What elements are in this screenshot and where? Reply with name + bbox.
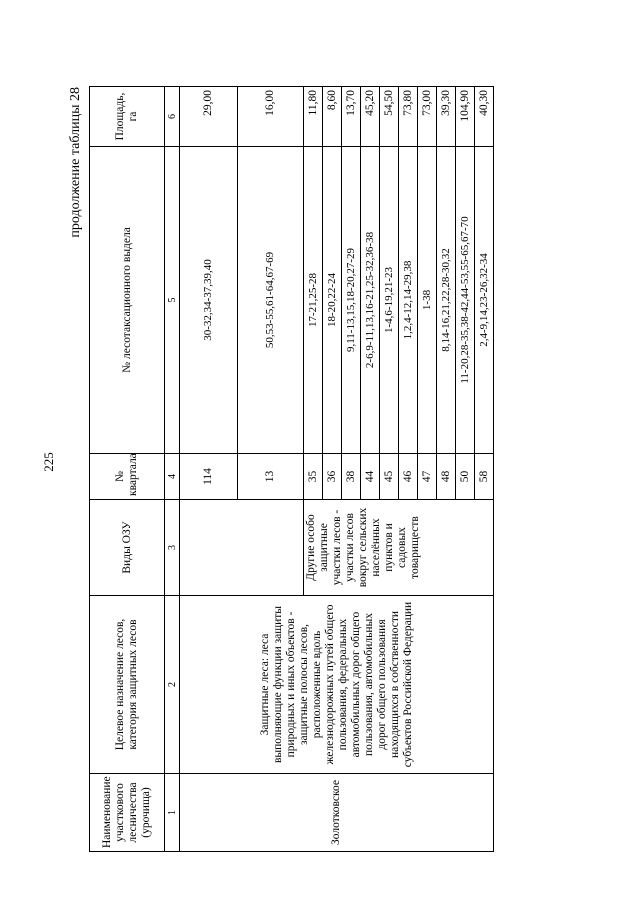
page-number: 225 bbox=[41, 452, 56, 472]
plots-cell: 2,4-9,14,23-26,32-34 bbox=[475, 147, 494, 454]
quarter-cell: 48 bbox=[437, 454, 456, 500]
column-number-row bbox=[165, 87, 180, 852]
plots-cell: 17-21,25-28 bbox=[304, 147, 323, 454]
quarter-cell: 35 bbox=[304, 454, 323, 500]
plots-cell: 18-20,22-24 bbox=[323, 147, 342, 454]
column-number: 3 bbox=[165, 500, 180, 596]
quarter-cell: 58 bbox=[475, 454, 494, 500]
quarter-cell: 114 bbox=[180, 454, 238, 500]
quarter-cell: 45 bbox=[380, 454, 399, 500]
area-cell: 8,60 bbox=[323, 87, 342, 147]
plots-cell: 11-20,28-35,38-42,44-53,55-65,67-70 bbox=[456, 147, 475, 454]
forestry-name-cell: Золотковское bbox=[180, 774, 494, 852]
area-cell: 39,30 bbox=[437, 87, 456, 147]
quarter-cell: 13 bbox=[238, 454, 304, 500]
plots-cell: 1-4,6-19,21-23 bbox=[380, 147, 399, 454]
plots-cell: 8,14-16,21,22,28-30,32 bbox=[437, 147, 456, 454]
quarter-cell: 50 bbox=[456, 454, 475, 500]
plots-cell: 1-38 bbox=[418, 147, 437, 454]
header-cell: Площадь, га bbox=[90, 87, 165, 147]
area-cell: 13,70 bbox=[342, 87, 361, 147]
column-number: 1 bbox=[165, 774, 180, 852]
table-row bbox=[180, 87, 238, 852]
area-cell: 40,30 bbox=[475, 87, 494, 147]
area-cell: 73,00 bbox=[418, 87, 437, 147]
quarter-cell: 44 bbox=[361, 454, 380, 500]
rotated-page bbox=[67, 87, 561, 852]
quarter-cell: 36 bbox=[323, 454, 342, 500]
ozu-type-cell bbox=[180, 500, 304, 596]
plots-cell: 9,11-13,15,18-20,27-29 bbox=[342, 147, 361, 454]
plots-cell: 50,53-55,61-64,67-69 bbox=[238, 147, 304, 454]
header-cell: Виды ОЗУ bbox=[90, 500, 165, 596]
header-cell: Наименование участкового лесничества (урочища) bbox=[90, 774, 165, 852]
area-cell: 11,80 bbox=[304, 87, 323, 147]
quarter-cell: 46 bbox=[399, 454, 418, 500]
area-cell: 16,00 bbox=[238, 87, 304, 147]
header-row bbox=[90, 87, 165, 852]
purpose-cell: Защитные леса: леса выполняющие функции защиты природных и иных объектов - защитные полосы лесов, расположенные вдоль железнодорожных путей общего пользования, федеральных автомобильных дорог общего пользования, автомобильных дорог общего пользования находящихся в собственности субъектов Российской Федерации bbox=[180, 596, 494, 774]
quarter-cell: 38 bbox=[342, 454, 361, 500]
plots-cell: 2-6,9-11,13,16-21,25-32,36-38 bbox=[361, 147, 380, 454]
area-cell: 45,20 bbox=[361, 87, 380, 147]
column-number: 6 bbox=[165, 87, 180, 147]
column-number: 4 bbox=[165, 454, 180, 500]
column-number: 5 bbox=[165, 147, 180, 454]
area-cell: 73,80 bbox=[399, 87, 418, 147]
area-cell: 29,00 bbox=[180, 87, 238, 147]
column-number: 2 bbox=[165, 596, 180, 774]
quarter-cell: 47 bbox=[418, 454, 437, 500]
header-cell: № квартала bbox=[90, 454, 165, 500]
plots-cell: 1,2,4-12,14-29,38 bbox=[399, 147, 418, 454]
header-cell: № лесотаксационного выдела bbox=[90, 147, 165, 454]
area-cell: 54,50 bbox=[380, 87, 399, 147]
forest-table bbox=[89, 86, 494, 852]
plots-cell: 30-32,34-37,39,40 bbox=[180, 147, 238, 454]
continuation-label: продолжение таблицы 28 bbox=[68, 87, 83, 238]
ozu-type-cell: Другие особо защитные участки лесов - участки лесов вокруг сельских населённых пунктов и садовых товариществ bbox=[304, 500, 494, 596]
header-cell: Целевое назначение лесов, категория защитных лесов bbox=[90, 596, 165, 774]
area-cell: 104,90 bbox=[456, 87, 475, 147]
